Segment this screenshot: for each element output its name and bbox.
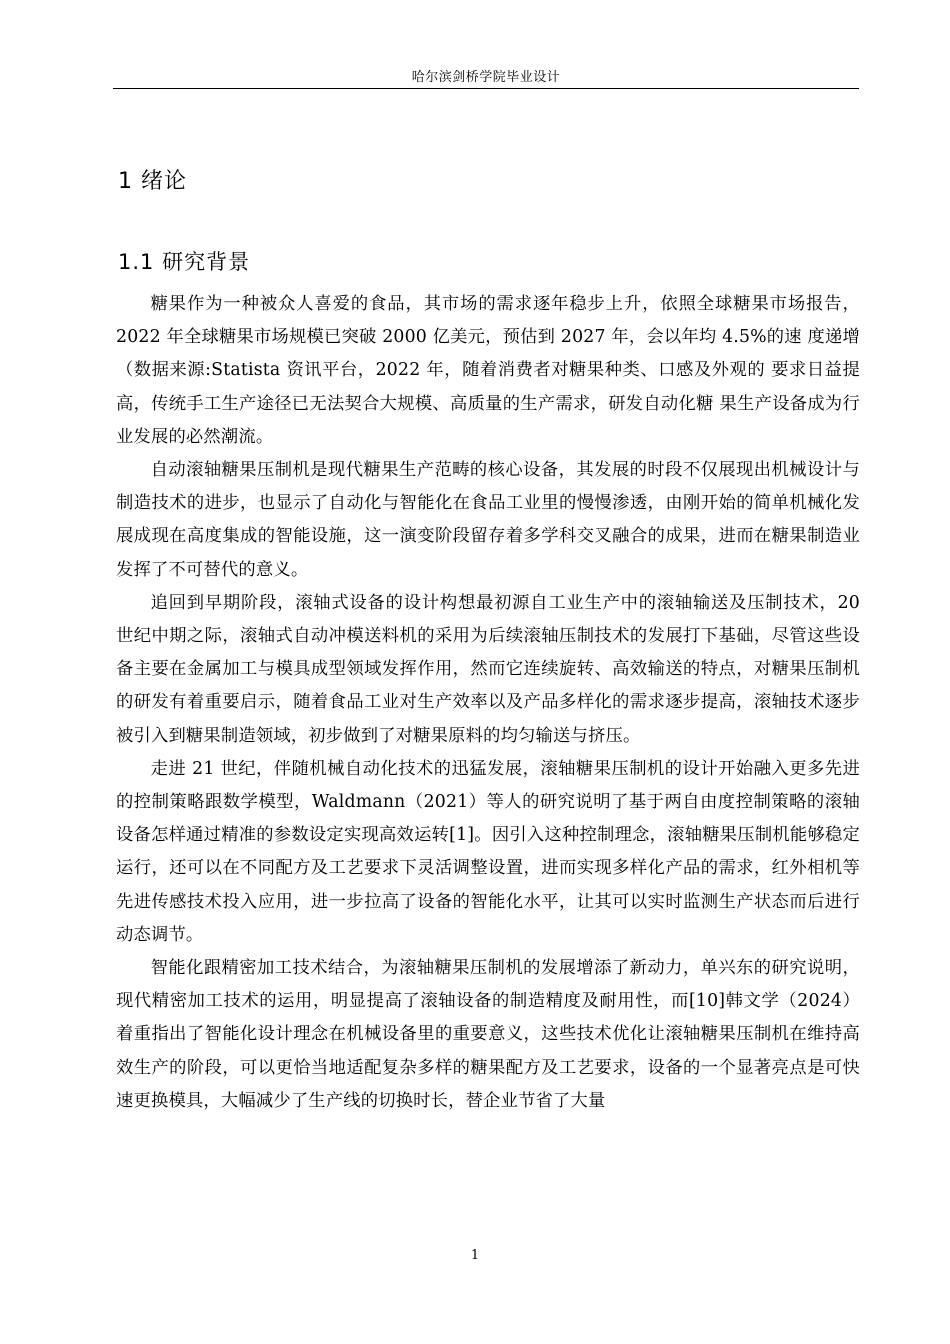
section-title: 1.1 研究背景: [118, 250, 251, 274]
running-header: 哈尔滨剑桥学院毕业设计: [411, 70, 561, 85]
page-number: 1: [470, 1248, 480, 1263]
paragraph-5: 智能化跟精密加工技术结合，为滚轴糖果压制机的发展增添了新动力，单兴东的研究说明，现代精密加工技术的运用，明显提高了滚轴设备的制造精度及耐用性，而[10]韩文学（2024）着重指出了智能化设计理念在机械设备里的重要意义，这些技术优化让滚轴糖果压制机在维持高效生产的阶段，可以更恰当地适配复杂多样的糖果配方及工艺要求，设备的一个显著亮点是可快速更换模具，大幅减少了生产线的切换时长，替企业节省了大量: [116, 958, 860, 1111]
header-rule: [113, 88, 859, 89]
paragraph-3: 追回到早期阶段，滚轴式设备的设计构想最初源自工业生产中的滚轴输送及压制技术，20 世纪中期之际，滚轴式自动冲模送料机的采用为后续滚轴压制技术的发展打下基础，尽管这些设备主要在金属加工与模具成型领域发挥作用，然而它连续旋转、高效输送的特点，对糖果压制机的研发有着重要启示，随着食品工业对生产效率以及产品多样化的需求逐步提高，滚轴技术逐步被引入到糖果制造领域，初步做到了对糖果原料的均匀输送与挤压。: [116, 592, 860, 746]
chapter-title: 1 绪论: [118, 169, 187, 194]
body-text: [116, 288, 860, 1118]
paragraph-2: 自动滚轴糖果压制机是现代糖果生产范畴的核心设备，其发展的时段不仅展现出机械设计与制造技术的进步，也显示了自动化与智能化在食品工业里的慢慢渗透，由刚开始的简单机械化发展成现在高度集成的智能设施，这一演变阶段留存着多学科交叉融合的成果，进而在糖果制造业发挥了不可替代的意义。: [116, 460, 860, 580]
paragraph-1: 糖果作为一种被众人喜爱的食品，其市场的需求逐年稳步上升，依照全球糖果市场报告，2022 年全球糖果市场规模已突破 2000 亿美元，预估到 2027 年，会以年均 4.5%的速 度递增（数据来源:Statista 资讯平台，2022 年，随着消费者对糖果种类、口感及外观的 要求日益提高，传统手工生产途径已无法契合大规模、高质量的生产需求，研发自动化糖 果生产设备成为行业发展的必然潮流。: [116, 294, 860, 447]
paragraph-4: 走进 21 世纪，伴随机械自动化技术的迅猛发展，滚轴糖果压制机的设计开始融入更多先进的控制策略跟数学模型，Waldmann（2021）等人的研究说明了基于两自由度控制策略的滚轴设备怎样通过精准的参数设定实现高效运转[1]。因引入这种控制理念，滚轴糖果压制机能够稳定运行，还可以在不同配方及工艺要求下灵活调整设置，进而实现多样化产品的需求，红外相机等先进传感技术投入应用，进一步拉高了设备的智能化水平，让其可以实时监测生产状态而后进行动态调节。: [116, 758, 860, 945]
